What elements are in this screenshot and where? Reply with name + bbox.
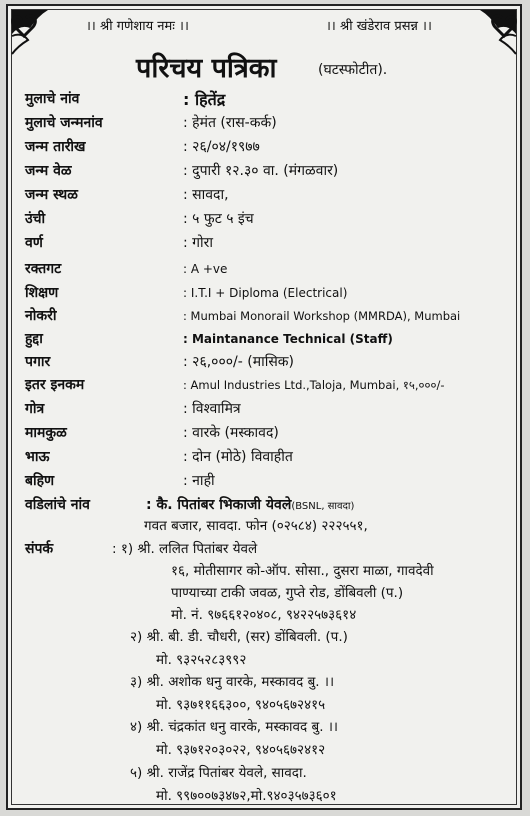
corner-ornament-right-icon bbox=[460, 6, 520, 58]
row-value: : २६/०४/१९७७ bbox=[183, 139, 260, 155]
contact-line: ४) श्री. चंद्रकांत धनु वारके, मस्कावद बु. ।। bbox=[130, 719, 339, 735]
row-label: पगार bbox=[25, 354, 51, 370]
row-label: हुद्दा bbox=[25, 331, 43, 347]
invocation-right: ।। श्री खंडेराव प्रसन्न ।। bbox=[326, 19, 432, 34]
row-label: मुलाचे नांव bbox=[25, 91, 80, 107]
father-label: वडिलांचे नांव bbox=[25, 497, 90, 513]
row-label: मामकुळ bbox=[25, 425, 67, 441]
contact-line: ५) श्री. राजेंद्र पितांबर येवले, सावदा. bbox=[130, 765, 307, 781]
row-value: : हेमंत (रास-कर्क) bbox=[183, 115, 277, 131]
row-value: : वारके (मस्कावद) bbox=[183, 425, 279, 441]
row-label: गोत्र bbox=[25, 401, 45, 417]
contact-line: मो. ९९७००७३४७२,मो.९४०३५७३६०१ bbox=[156, 788, 337, 804]
row-value: : नाही bbox=[183, 473, 215, 489]
profile-sheet bbox=[6, 4, 522, 810]
row-label: मुलाचे जन्मनांव bbox=[25, 115, 103, 131]
father-name bbox=[146, 495, 354, 514]
row-value: : सावदा, bbox=[183, 187, 229, 203]
contact-line: १६, मोतीसागर को-ऑप. सोसा., दुसरा माळा, गावदेवी bbox=[171, 563, 434, 579]
corner-ornament-left-icon bbox=[8, 6, 68, 58]
row-value: : २६,०००/- (मासिक) bbox=[183, 354, 294, 370]
contact-line: मो. ९३७११६६३००, ९४०५६७२४१५ bbox=[156, 697, 326, 713]
row-value: : Maintanance Technical (Staff) bbox=[183, 332, 393, 346]
row-value: : गोरा bbox=[183, 235, 214, 251]
contact-line: मो. ९३२५२८३९९२ bbox=[156, 652, 247, 668]
contact-line: : १) श्री. ललित पितांबर येवले bbox=[112, 541, 258, 557]
row-value: : Amul Industries Ltd.,Taloja, Mumbai, १५,०००/- bbox=[183, 378, 445, 392]
row-label: बहिण bbox=[25, 473, 55, 489]
invocation-left: ।। श्री गणेशाय नमः ।। bbox=[86, 19, 189, 34]
father-address: गवत बजार, सावदा. फोन (०२५८४) २२२५५१, bbox=[144, 518, 368, 534]
row-value: : Mumbai Monorail Workshop (MMRDA), Mumbai bbox=[183, 309, 461, 323]
row-label: उंची bbox=[25, 211, 46, 227]
row-label: रक्तगट bbox=[25, 261, 62, 277]
row-value: : A +ve bbox=[183, 262, 228, 276]
contact-line: मो. ९३७१२०३०२२, ९४०५६७२४१२ bbox=[156, 742, 326, 758]
row-value: : I.T.I + Diploma (Electrical) bbox=[183, 286, 348, 300]
row-label: शिक्षण bbox=[25, 285, 59, 301]
row-value: : दोन (मोठे) विवाहीत bbox=[183, 449, 293, 465]
father-note: (BSNL, सावदा) bbox=[291, 501, 355, 512]
contact-line: २) श्री. बी. डी. चौधरी, (सर) डोंबिवली. (प.) bbox=[130, 629, 348, 645]
father-name-text: : कै. पितांबर भिकाजी येवले bbox=[146, 497, 292, 513]
page-subtitle: (घटस्फोटीत). bbox=[318, 62, 388, 78]
row-value: : ५ फुट ५ इंच bbox=[183, 211, 254, 227]
contact-label: संपर्क bbox=[25, 541, 54, 557]
row-label: नोकरी bbox=[25, 308, 57, 324]
contact-line: मो. नं. ९७६६१२०४०८, ९४२२५७३६१४ bbox=[171, 607, 357, 623]
page-title: परिचय पत्रिका bbox=[136, 53, 277, 84]
contact-line: पाण्याच्या टाकी जवळ, गुप्ते रोड, डोंबिवली (प.) bbox=[171, 585, 404, 601]
contact-line: ३) श्री. अशोक धनु वारके, मस्कावद बु. ।। bbox=[130, 674, 335, 690]
row-value: : हितेंद्र bbox=[183, 90, 226, 109]
row-label: जन्म तारीख bbox=[25, 139, 86, 155]
row-value: : विश्वामित्र bbox=[183, 401, 241, 417]
row-label: वर्ण bbox=[25, 235, 43, 251]
row-label: भाऊ bbox=[25, 449, 50, 465]
row-value: : दुपारी १२.३० वा. (मंगळवार) bbox=[183, 163, 339, 179]
row-label: जन्म वेळ bbox=[25, 163, 72, 179]
row-label: जन्म स्थळ bbox=[25, 187, 78, 203]
row-label: इतर इनकम bbox=[25, 377, 85, 393]
